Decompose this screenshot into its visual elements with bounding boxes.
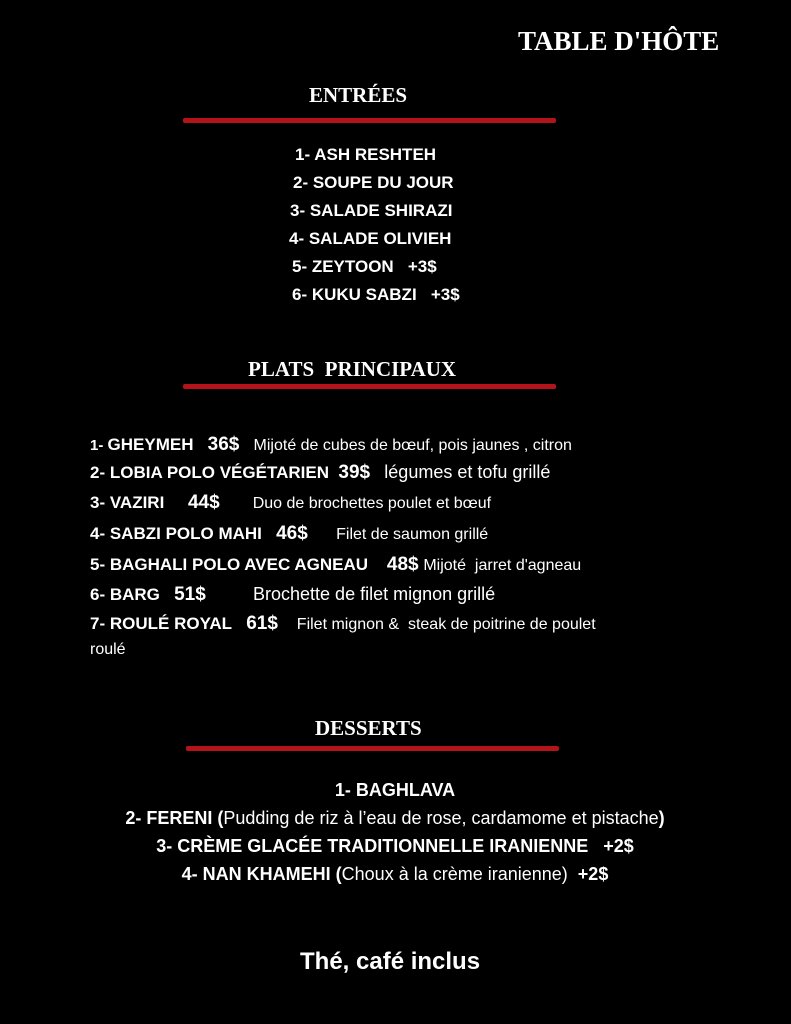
main-dish-row: [90, 523, 488, 545]
entree-item: 4- SALADE OLIVIEH: [289, 229, 452, 248]
plats-heading: PLATS PRINCIPAUX: [248, 357, 457, 381]
dessert-item: [95, 860, 695, 888]
desserts-heading: DESSERTS: [315, 716, 422, 740]
desserts-divider: [186, 746, 559, 751]
dessert-item: 3- CRÈME GLACÉE TRADITIONNELLE IRANIENNE +2$: [156, 836, 634, 856]
dish-name: VAZIRI: [109, 493, 165, 512]
entree-item: 6- KUKU SABZI +3$: [292, 285, 460, 304]
dessert-price: +2$: [577, 864, 609, 884]
dish-description: Filet mignon & steak de poitrine de poulet: [296, 616, 596, 633]
dish-name: BARG: [109, 585, 160, 604]
dish-description: Mijoté jarret d'agneau: [423, 557, 582, 574]
dish-number: 3-: [90, 493, 110, 512]
main-dish-row: [90, 554, 581, 576]
entrees-divider: [183, 118, 556, 123]
dessert-item: [95, 804, 695, 832]
dish-description: légumes et tofu grillé: [384, 462, 551, 482]
dessert-description: Pudding de riz à l’eau de rose, cardamome et pistache: [223, 808, 659, 828]
dish-number: 7-: [90, 614, 110, 633]
entree-item: 3- SALADE SHIRAZI: [290, 201, 453, 220]
dish-price: 46$: [276, 523, 308, 544]
dish-price: 44$: [187, 492, 220, 513]
main-dish-row: [90, 462, 550, 484]
entree-item: 5- ZEYTOON +3$: [292, 257, 437, 276]
dish-price: 51$: [174, 584, 206, 605]
dish-price: 39$: [338, 462, 371, 483]
page-title: TABLE D'HÔTE: [518, 26, 720, 56]
dish-name: ROULÉ ROYAL: [109, 614, 233, 633]
plats-divider: [183, 384, 556, 389]
dish-number: 1-: [90, 437, 108, 454]
dish-description: roulé: [90, 641, 126, 658]
dish-number: 5-: [90, 555, 110, 574]
dish-price: 61$: [246, 613, 278, 634]
main-dish-row: [90, 584, 495, 606]
dish-description: Mijoté de cubes de bœuf, pois jaunes , citron: [253, 437, 572, 454]
footer-note: Thé, café inclus: [300, 948, 481, 975]
main-dish-row: [90, 492, 491, 514]
dish-name: LOBIA POLO VÉGÉTARIEN: [109, 463, 329, 482]
dessert-close-paren: ): [658, 808, 665, 828]
dish-description: Brochette de filet mignon grillé: [253, 584, 496, 604]
dish-price: 36$: [207, 434, 240, 455]
dish-number: 4-: [90, 524, 110, 543]
main-dish-row: [90, 434, 572, 456]
dish-description: Duo de brochettes poulet et bœuf: [252, 495, 492, 512]
entree-item: 2- SOUPE DU JOUR: [293, 173, 454, 192]
entree-item: 1- ASH RESHTEH: [295, 145, 437, 164]
dish-number: 2-: [90, 463, 110, 482]
dish-number: 6-: [90, 585, 110, 604]
dessert-name: 4- NAN KHAMEHI (: [181, 864, 342, 884]
dish-name: BAGHALI POLO AVEC AGNEAU: [109, 555, 368, 574]
main-dish-row: [90, 613, 596, 635]
dessert-item: 1- BAGHLAVA: [334, 780, 456, 800]
dish-name: SABZI POLO MAHI: [109, 524, 262, 543]
dessert-name: 2- FERENI (: [125, 808, 224, 828]
dish-description-continued: [90, 639, 126, 659]
desserts-list: [95, 776, 695, 888]
entrees-heading: ENTRÉES: [309, 83, 408, 107]
dish-name: GHEYMEH: [107, 435, 194, 454]
dessert-description: Choux à la crème iranienne): [341, 864, 568, 884]
dish-description: Filet de saumon grillé: [336, 526, 489, 543]
dish-price: 48$: [386, 554, 419, 575]
